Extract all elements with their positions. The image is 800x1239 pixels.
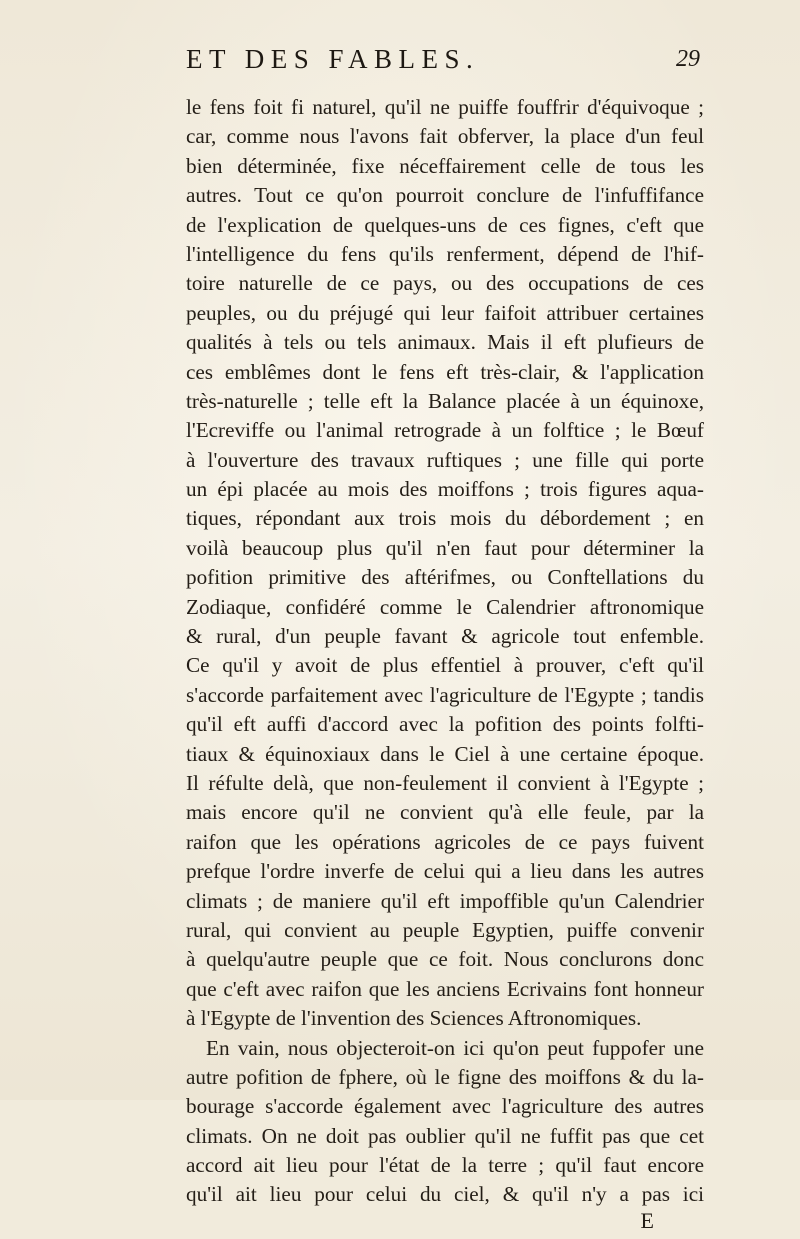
text-line: autre pofition de fphere, où le figne des moiffons & du la- xyxy=(186,1064,704,1089)
text-line: qualités à tels ou tels animaux. Mais il eft plufieurs de xyxy=(186,330,704,355)
text-line: bourage s'accorde également avec l'agriculture des autres xyxy=(186,1094,704,1119)
text-line: qu'il ait lieu pour celui du ciel, & qu'il n'y a pas ici xyxy=(186,1182,704,1207)
text-line: à quelqu'autre peuple que ce foit. Nous conclurons donc xyxy=(186,947,704,972)
text-line: ces emblêmes dont le fens eft très-clair, & l'application xyxy=(186,359,704,384)
text-line: peuples, ou du préjugé qui leur faifoit attribuer certaines xyxy=(186,300,704,325)
text-line: que c'eft avec raifon que les anciens Ecrivains font honneur xyxy=(186,976,704,1001)
text-line: En vain, nous objecteroit-on ici qu'on peut fuppofer une xyxy=(206,1035,704,1060)
text-line: voilà beaucoup plus qu'il n'en faut pour déterminer la xyxy=(186,535,704,560)
running-title: ET DES FABLES. xyxy=(186,44,480,74)
text-line: de l'explication de quelques-uns de ces fignes, c'eft que xyxy=(186,212,704,237)
text-line: prefque l'ordre inverfe de celui qui a lieu dans les autres xyxy=(186,859,704,884)
text-line: très-naturelle ; telle eft la Balance placée à un équinoxe, xyxy=(186,388,704,413)
text-line: Zodiaque, confidéré comme le Calendrier aftronomique xyxy=(186,594,704,619)
text-line: toire naturelle de ce pays, ou des occupations de ces xyxy=(186,271,704,296)
text-line: tiques, répondant aux trois mois du débordement ; en xyxy=(186,506,704,531)
text-line: pofition primitive des aftérifmes, ou Conftellations du xyxy=(186,565,704,590)
text-line: à l'Egypte de l'invention des Sciences Aftronomiques. xyxy=(186,1006,642,1031)
text-line: & rural, d'un peuple favant & agricole tout enfemble. xyxy=(186,624,704,649)
text-line: s'accorde parfaitement avec l'agriculture de l'Egypte ; tandis xyxy=(186,682,704,707)
text-line: climats. On ne doit pas oublier qu'il ne fuffit pas que cet xyxy=(186,1123,704,1148)
text-line: car, comme nous l'avons fait obferver, la place d'un feul xyxy=(186,124,704,149)
text-line: tiaux & équinoxiaux dans le Ciel à une certaine époque. xyxy=(186,741,704,766)
text-line: mais encore qu'il ne convient qu'à elle feule, par la xyxy=(186,800,704,825)
text-line: l'intelligence du fens qu'ils renferment, dépend de l'hif- xyxy=(186,241,704,266)
page-header xyxy=(186,44,700,84)
text-line: Il réfulte delà, que non-feulement il convient à l'Egypte ; xyxy=(186,770,704,795)
text-line: l'Ecreviffe ou l'animal retrograde à un folftice ; le Bœuf xyxy=(186,418,704,443)
text-line: qu'il eft auffi d'accord avec la pofition des points folfti- xyxy=(186,712,704,737)
page-number: 29 xyxy=(676,46,700,72)
text-line: Ce qu'il y avoit de plus effentiel à prouver, c'eft qu'il xyxy=(186,653,704,678)
text-line: accord ait lieu pour l'état de la terre ; qu'il faut encore xyxy=(186,1153,704,1178)
text-line: raifon que les opérations agricoles de ce pays fuivent xyxy=(186,829,704,854)
text-line: le fens foit fi naturel, qu'il ne puiffe fouffrir d'équivoque ; xyxy=(186,95,704,119)
body-text xyxy=(186,93,704,1239)
text-line: bien déterminée, fixe néceffairement celle de tous les xyxy=(186,153,704,178)
text-line: rural, qui convient au peuple Egyptien, puiffe convenir xyxy=(186,917,704,942)
catchword: E xyxy=(640,1207,654,1233)
text-line: un épi placée au mois des moiffons ; trois figures aqua- xyxy=(186,477,704,502)
text-line: à l'ouverture des travaux ruftiques ; une fille qui porte xyxy=(186,447,704,472)
text-line: autres. Tout ce qu'on pourroit conclure de l'infuffifance xyxy=(186,183,704,208)
text-line: climats ; de maniere qu'il eft impoffible qu'un Calendrier xyxy=(186,888,704,913)
